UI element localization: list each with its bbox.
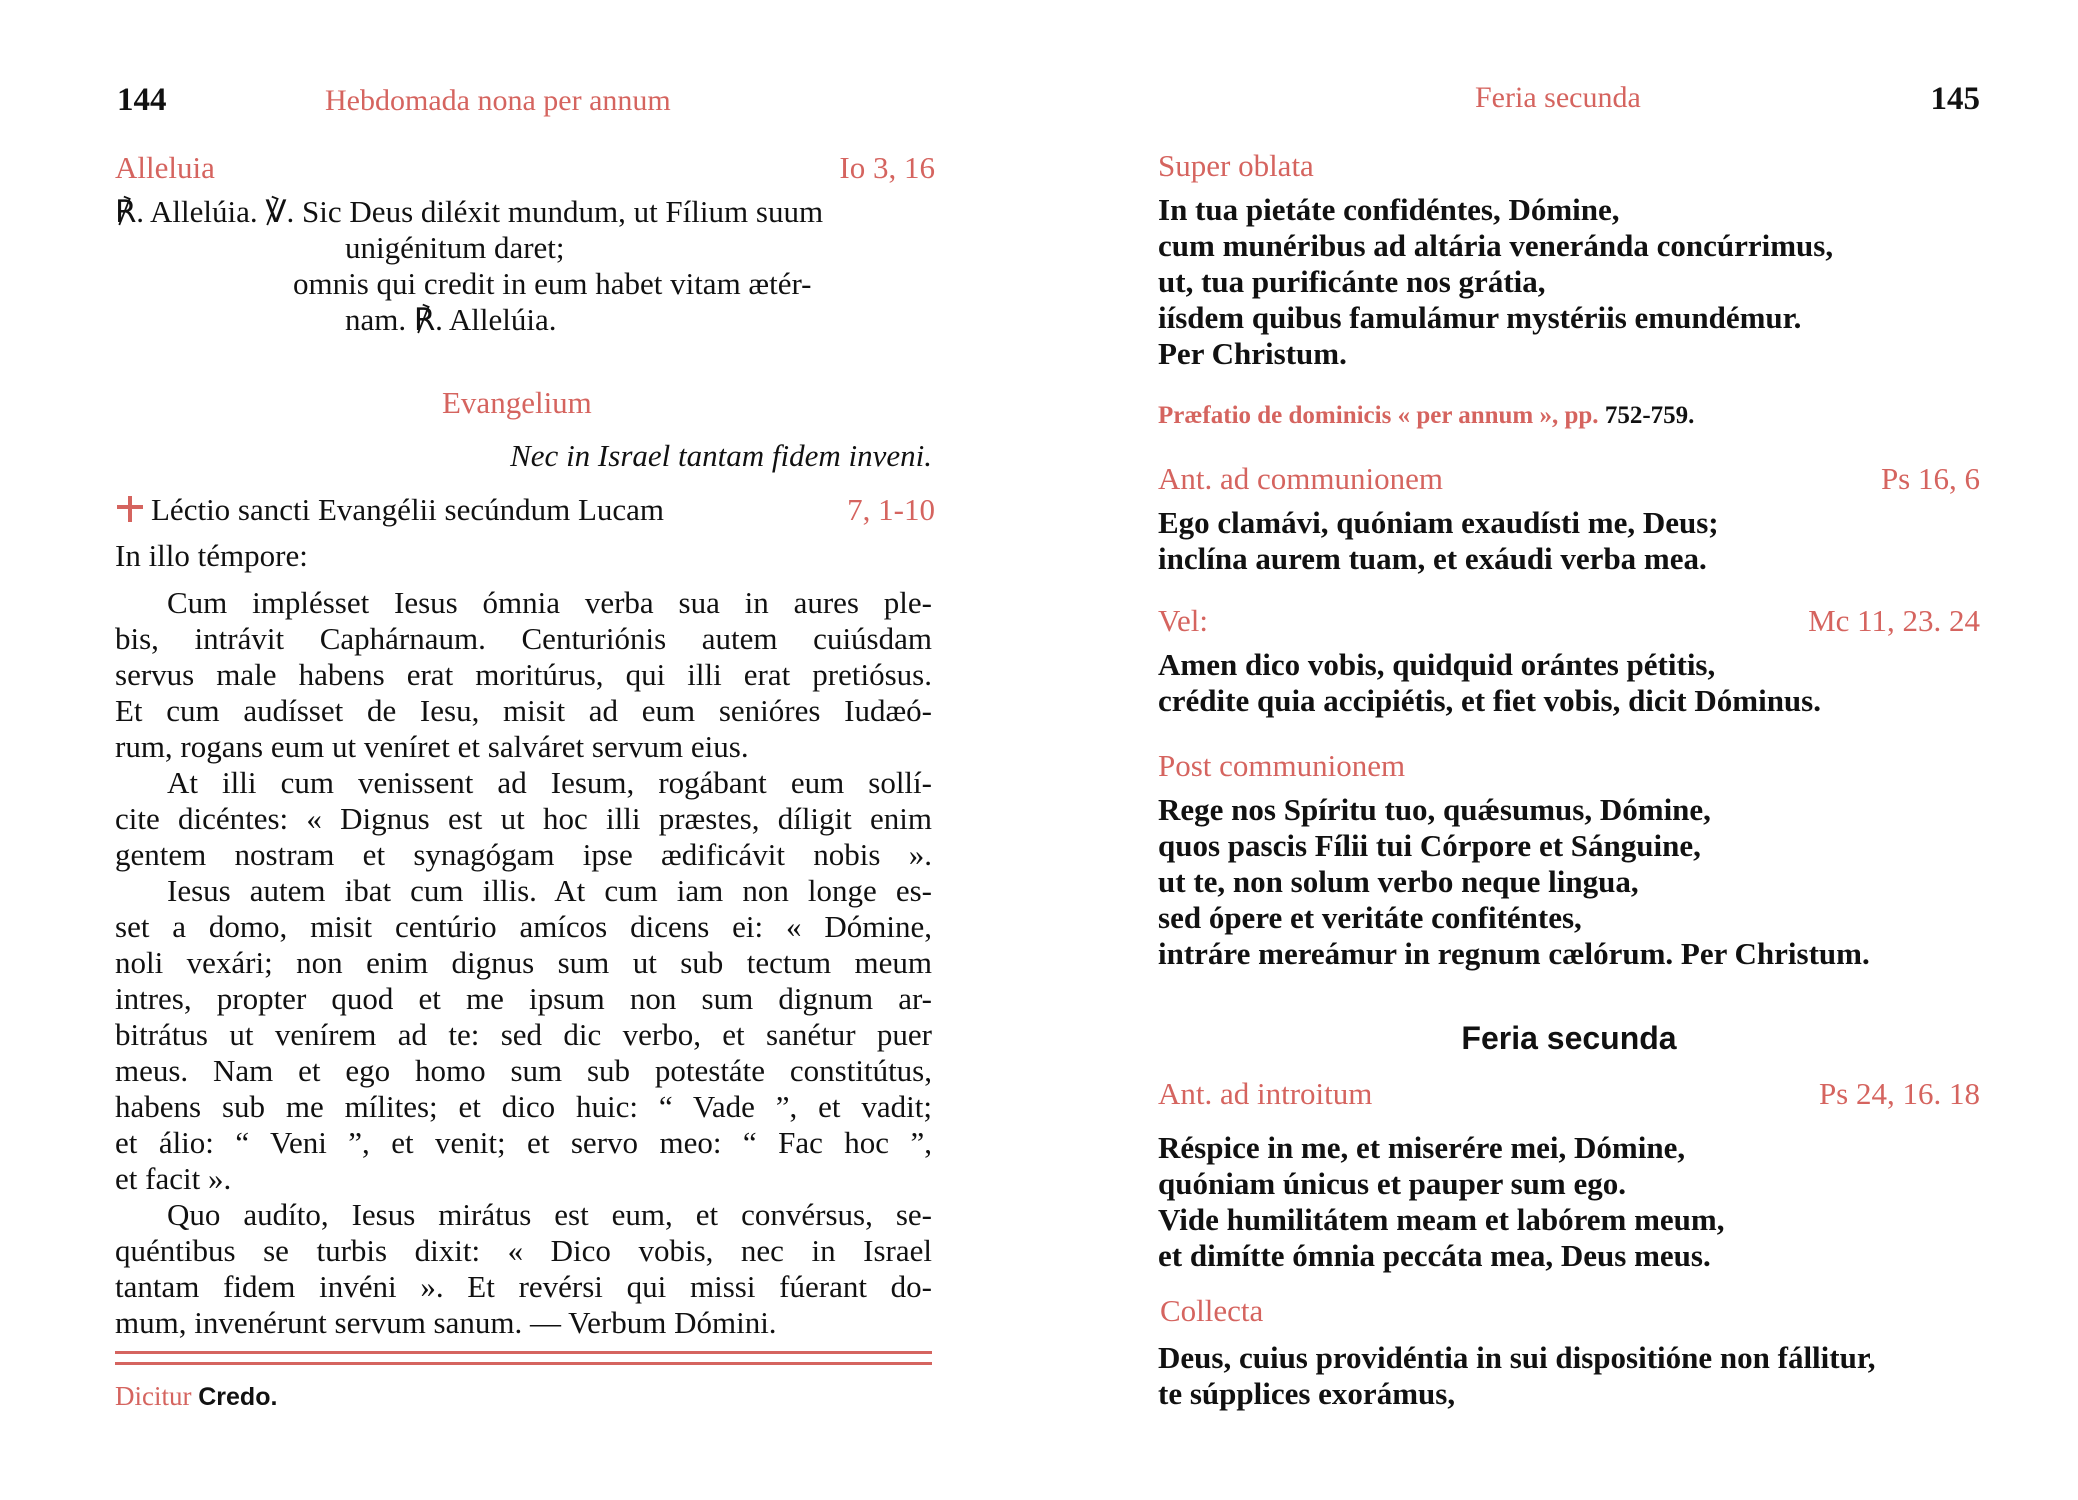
communio-heading-row	[1158, 461, 1980, 497]
gospel-line: et álio: “ Veni ”, et venit; et servo meo: “ Fac hoc ”,	[115, 1125, 932, 1160]
introitus-reference: Ps 24, 16. 18	[1818, 1076, 1980, 1111]
gospel-opening: In illo témpore:	[115, 538, 308, 573]
alleluia-heading: Alleluia	[115, 150, 215, 185]
double-rule-divider	[115, 1351, 932, 1365]
antiphon-line: Réspice in me, et miserére mei, Dómine,	[1158, 1130, 1686, 1165]
prayer-line: intráre mereámur in regnum cælórum. Per Christum.	[1158, 936, 1870, 971]
cross-icon	[115, 494, 145, 524]
lectio-title: Léctio sancti Evangélii secúndum Lucam	[151, 492, 665, 527]
alleluia-line: ℟. Allelúia. ℣. Sic Deus diléxit mundum, ut Fílium suum	[115, 194, 824, 229]
praefatio-rubric: Præfatio de dominicis « per annum », pp.	[1158, 402, 1599, 429]
communio-text	[1158, 505, 1719, 577]
post-communionem-heading: Post communionem	[1158, 748, 1406, 783]
right-page	[1158, 0, 1980, 1500]
collecta-text	[1158, 1340, 1980, 1412]
post-communionem-text	[1158, 792, 1870, 972]
footer-credo: Credo.	[198, 1383, 278, 1411]
communio-heading: Ant. ad communionem	[1158, 461, 1443, 496]
alleluia-verse	[115, 194, 932, 338]
praefatio-line	[1158, 402, 1694, 430]
gospel-line: gentem nostram et synagógam ipse ædificávit nobis ».	[115, 837, 932, 872]
antiphon-line: Vide humilitátem meam et labórem meum,	[1158, 1202, 1725, 1237]
super-oblata-heading: Super oblata	[1158, 148, 1314, 183]
prayer-line: Deus, cuius providéntia in sui dispositióne non fállitur,	[1158, 1340, 1876, 1375]
prayer-line: quos pascis Fílii tui Córpore et Sánguine,	[1158, 828, 1701, 863]
prayer-line: ut te, non solum verbo neque lingua,	[1158, 864, 1639, 899]
antiphon-line: inclína aurem tuam, et exáudi verba mea.	[1158, 541, 1707, 576]
prayer-line: te súpplices exorámus,	[1158, 1376, 1456, 1411]
antiphon-line: et dimítte ómnia peccáta mea, Deus meus.	[1158, 1238, 1711, 1273]
gospel-line: et facit ».	[115, 1161, 232, 1196]
gospel-line: servus male habens erat moritúrus, qui illi erat pretiósus.	[115, 657, 932, 692]
gospel-line: Cum implésset Iesus ómnia verba sua in aures ple-	[167, 585, 932, 620]
prayer-line: In tua pietáte confidéntes, Dómine,	[1158, 192, 1620, 227]
gospel-line: set a domo, misit centúrio amícos dicens ei: « Dómine,	[115, 909, 932, 944]
gospel-line: At illi cum venissent ad Iesum, rogábant eum sollí-	[167, 765, 932, 800]
gospel-theme: Nec in Israel tantam fidem inveni.	[510, 438, 932, 473]
gospel-line: rum, rogans eum ut veníret et salváret servum eius.	[115, 729, 749, 764]
gospel-line: bitrátus ut venírem ad te: sed dic verbo, et sanétur puer	[115, 1017, 932, 1052]
gospel-line: intres, propter quod et me ipsum non sum dignum ar-	[115, 981, 932, 1016]
alleluia-reference: Io 3, 16	[839, 150, 935, 185]
gospel-heading: Evangelium	[442, 385, 592, 420]
alleluia-line: unigénitum daret;	[345, 230, 565, 265]
gospel-line: Quo audíto, Iesus mirátus est eum, et convérsus, se-	[167, 1197, 932, 1232]
prayer-line: Rege nos Spíritu tuo, quǽsumus, Dómine,	[1158, 792, 1711, 827]
introitus-heading-row	[1158, 1076, 1980, 1112]
gospel-line: cite dicéntes: « Dignus est ut hoc illi præstes, díligit enim	[115, 801, 932, 836]
lectio-reference: 7, 1-10	[847, 492, 935, 527]
alleluia-line: nam. ℟. Allelúia.	[345, 302, 557, 337]
super-oblata-text	[1158, 192, 1833, 372]
prayer-line: Per Christum.	[1158, 336, 1347, 371]
communio-reference: Ps 16, 6	[1880, 461, 1980, 496]
gospel-line: habens sub me mílites; et dico huic: “ Vade ”, et vadit;	[115, 1089, 932, 1124]
lectio-row	[115, 492, 935, 528]
left-page	[115, 0, 935, 1500]
gospel-line: Iesus autem ibat cum illis. At cum iam non longe es-	[167, 873, 932, 908]
antiphon-line: quóniam únicus et pauper sum ego.	[1158, 1166, 1626, 1201]
page-number-left: 144	[117, 82, 167, 118]
page-number-right: 145	[1930, 81, 1980, 117]
vel-reference: Mc 11, 23. 24	[1808, 603, 1980, 638]
collecta-heading: Collecta	[1160, 1293, 1264, 1328]
antiphon-line: crédite quia accipiétis, et fiet vobis, dicit Dóminus.	[1158, 683, 1821, 718]
alleluia-line: omnis qui credit in eum habet vitam ætér-	[293, 266, 812, 301]
prayer-line: iísdem quibus famulámur mystériis emundémur.	[1158, 300, 1802, 335]
footer-rubric-line	[115, 1381, 277, 1412]
prayer-line: cum munéribus ad altária veneránda concúrrimus,	[1158, 228, 1834, 263]
gospel-line: quéntibus se turbis dixit: « Dico vobis, nec in Israel	[115, 1233, 932, 1268]
prayer-line: sed ópere et veritáte confiténtes,	[1158, 900, 1582, 935]
vel-text	[1158, 647, 1821, 719]
running-title-left: Hebdomada nona per annum	[325, 84, 671, 117]
gospel-line: tantam fidem invéni ». Et revérsi qui missi fúerant do-	[115, 1269, 932, 1304]
running-title-right: Feria secunda	[1475, 81, 1641, 114]
gospel-line: Et cum audísset de Iesu, misit ad eum senióres Iudæó-	[115, 693, 932, 728]
vel-heading: Vel:	[1158, 603, 1208, 638]
introitus-text	[1158, 1130, 1725, 1274]
antiphon-line: Ego clamávi, quóniam exaudísti me, Deus;	[1158, 505, 1719, 540]
feria-heading: Feria secunda	[1461, 1020, 1677, 1056]
gospel-body	[115, 585, 932, 1341]
introitus-heading: Ant. ad introitum	[1158, 1076, 1373, 1111]
gospel-line: mum, invenérunt servum sanum. — Verbum Dómini.	[115, 1305, 777, 1340]
antiphon-line: Amen dico vobis, quidquid orántes pétitis,	[1158, 647, 1716, 682]
praefatio-pages: 752-759.	[1604, 402, 1695, 429]
alleluia-heading-row	[115, 150, 935, 186]
gospel-line: meus. Nam et ego homo sum sub potestáte constitútus,	[115, 1053, 932, 1088]
prayer-line: ut, tua purificánte nos grátia,	[1158, 264, 1546, 299]
gospel-line: noli vexári; non enim dignus sum ut sub tectum meum	[115, 945, 932, 980]
gospel-line: bis, intrávit Caphárnaum. Centuriónis autem cuiúsdam	[115, 621, 932, 656]
vel-heading-row	[1158, 603, 1980, 639]
footer-rubric: Dicitur	[115, 1381, 192, 1411]
